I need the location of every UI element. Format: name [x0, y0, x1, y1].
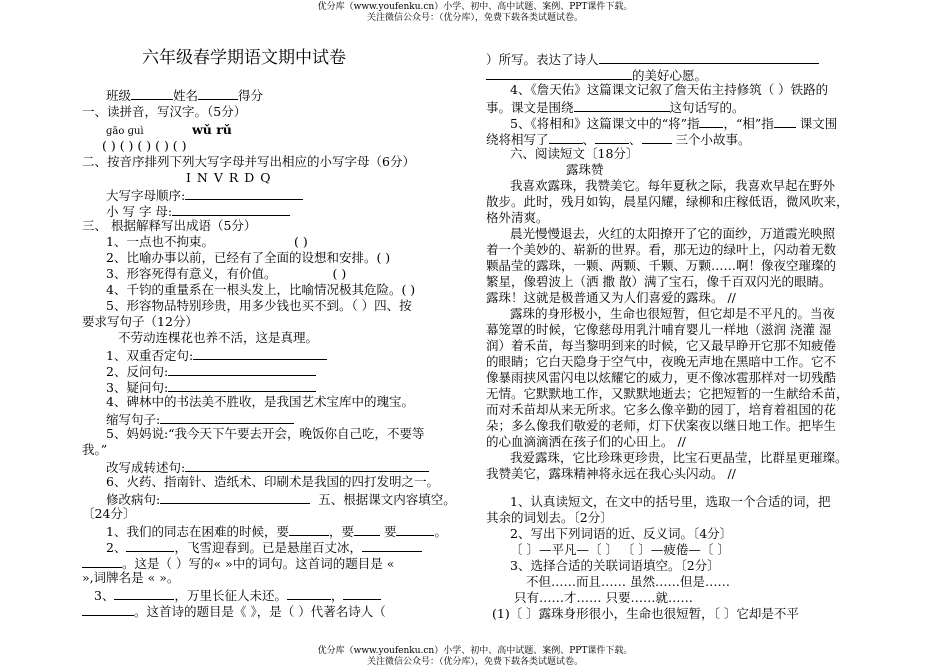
header-watermark: [0, 2, 950, 24]
p3-l2: 幕笼罩的时候，它像慈母用乳汁哺育婴儿一样地（滋润 浇灌 湿: [486, 322, 832, 337]
q3-options-2: 只有……才…… 只要……就……: [514, 590, 693, 605]
rewrite-q5-line2: 我。”: [82, 442, 108, 457]
q3-options-1: 不但……而且…… 虽然……但是……: [526, 574, 730, 589]
fill-line-4: »,词牌名是 « »。: [82, 570, 180, 585]
header-line-1: 优分库（www.youfenku.cn）小学、初中、高中试题、案例、PPT课件下载。: [317, 2, 633, 12]
rewrite-q5-answer: 改写成转述句:: [106, 458, 429, 476]
rewrite-q3: 3、疑问句:: [106, 378, 316, 396]
fill-line-3: 。这是（ ）写的« »中的词句。这首词的题目是 «: [82, 554, 394, 572]
rewrite-q4-answer: 缩写句子:: [106, 410, 294, 428]
answer-blank[interactable]: [168, 362, 316, 376]
p2-l3: 颗晶莹的露珠，一颗、两颗、千颗、万颗……啊！像夜空璀璨的: [486, 258, 837, 273]
answer-blank[interactable]: [185, 458, 429, 472]
answer-blank[interactable]: [595, 130, 629, 144]
p2-l5: 露珠！这就是极普通又为人们喜爱的露珠。 //: [486, 290, 736, 305]
answer-blank[interactable]: [160, 490, 310, 504]
answer-blank[interactable]: [574, 98, 670, 112]
r-line-2: 的美好心愿。: [486, 66, 707, 84]
q1-line1: 1、认真读短文，在文中的括号里，选取一个合适的词，把: [510, 494, 831, 509]
base-sentence: 不劳动连棵花也养不活，这是真理。: [118, 330, 319, 345]
section-1-heading: 一、读拼音，写汉字。（5分）: [82, 104, 247, 119]
answer-blank[interactable]: [642, 130, 672, 144]
answer-blank[interactable]: [193, 346, 327, 360]
q1-line2: 其余的词划去。〔2分〕: [486, 510, 613, 525]
p3-l7: 而对禾苗却从来无所求。它多么像辛勤的园丁，培育着祖国的花: [486, 402, 837, 417]
r-line-5: 5、《将相和》这篇课文中的“将”指 ，“相”指 课文围: [510, 116, 838, 131]
p1-l2: 散步。此时，残月如钩，晨星闪耀，绿柳和庄稼低语，微风吹来，: [486, 194, 849, 209]
student-info: 班级 姓名 得分: [106, 88, 264, 103]
answer-blank[interactable]: [160, 410, 294, 424]
rewrite-q5-line1: 5、妈妈说:“我今天下午要去开会，晚饭你自己吃，不要等: [106, 426, 425, 441]
answer-blank[interactable]: [82, 554, 122, 568]
answer-blank[interactable]: [599, 50, 819, 64]
q3-line: 3、选择合适的关联词语填空。〔2分〕: [510, 558, 720, 573]
footer-line-1: 优分库（www.youfenku.cn）小学、初中、高中试题、案例、PPT课件下载。: [317, 646, 633, 656]
fill-line-6: 。这首诗的题目是《 》，是（ ）代著名诗人（: [82, 602, 386, 620]
answer-blank[interactable]: [699, 114, 723, 128]
p3-l4: 的眼睛；它白天隐身于空气中，夜晚无声地在黑暗中工作。它不: [486, 354, 837, 369]
answer-blank[interactable]: [774, 114, 796, 128]
p3-l9: 的心血滴滴洒在孩子们的心田上。 //: [486, 434, 686, 449]
p4-l1: 我爱露珠，它比珍珠更珍贵，比宝石更晶莹，比群星更璀璨。: [510, 450, 848, 465]
rewrite-q6-answer: 修改病句: 五、根据课文内容填空。: [106, 492, 456, 507]
answer-blank[interactable]: [362, 538, 422, 552]
essay-title: 露珠赞: [566, 162, 604, 177]
lower-answer-blank[interactable]: [172, 202, 290, 216]
r-line-3: 4、《詹天佑》这篇课文记叙了詹天佑主持修筑（ ）铁路的: [510, 82, 829, 97]
rewrite-q2: 2、反问句:: [106, 362, 316, 380]
answer-blank[interactable]: [287, 586, 331, 600]
pinyin-answer-parens: ( ) ( ) ( ) ( ) ( ): [102, 138, 187, 153]
rewrite-q1: 1、双重否定句:: [106, 346, 327, 364]
answer-blank[interactable]: [126, 538, 174, 552]
p3-l5: 像暴雨挟风雷闪电以炫耀它的威力，更不像冰雹那样对一切残酷: [486, 370, 837, 385]
p3-l6: 无情。它默默地工作，又默默地逝去；它把短暂的一生献给禾苗，: [486, 386, 849, 401]
p1-l3: 格外清爽。: [486, 210, 549, 225]
pinyin-row: ɡāo ɡuì wǔ rǔ: [106, 122, 232, 137]
idiom-item-3: 3、形容死得有意义，有价值。 ( ): [106, 266, 347, 281]
upper-order-line: 大写字母顺序:: [106, 186, 303, 204]
idiom-item-1: 1、一点也不拘束。 ( ): [106, 234, 308, 249]
answer-blank[interactable]: [549, 130, 583, 144]
p2-l2: 着一个美妙的、崭新的世界。看，那无边的绿叶上，闪动着无数: [486, 242, 837, 257]
exam-title: 六年级春学期语文期中试卷: [142, 48, 346, 68]
answer-blank[interactable]: [486, 66, 632, 80]
p2-l4: 繁星，像碧波上（洒 撒 散）满了宝石，像千百双闪光的眼睛。: [486, 274, 832, 289]
p1-l1: 我喜欢露珠，我赞美它。每年夏秋之际，我喜欢早起在野外: [510, 178, 836, 193]
answer-blank[interactable]: [343, 586, 381, 600]
idiom-item-5: 5、形容物品特别珍贵，用多少钱也买不到。（ ）四、按: [106, 298, 412, 313]
p2-l1: 晨光慢慢退去，火红的太阳撩开了它的面纱，万道霞光映照: [510, 226, 836, 241]
p3-l3: 润）着禾苗，每当黎明到来的时候，它又最早睁开它那不知疲倦: [486, 338, 837, 353]
section-4-heading: 要求写句子（12分）: [82, 314, 198, 329]
q2-blanks: 〔 〕—平凡—〔 〕 〔 〕—疲倦—〔 〕: [510, 542, 730, 557]
rewrite-q6: 6、火药、指南针、造纸术、印刷术是我国的四打发明之一。: [106, 474, 439, 489]
r-line-4: 事。课文是围绕 这句话写的。: [486, 100, 745, 115]
idiom-item-2: 2、比喻办事以前，已经有了全面的设想和安排。( ): [106, 250, 391, 265]
idiom-item-4: 4、千钧的重量系在一根头发上，比喻情况极其危险。( ): [106, 282, 416, 297]
capital-letters: I N V R D Q: [186, 170, 272, 185]
r-line-6: 绕将相写了 、 、 三个小故事。: [486, 132, 751, 147]
answer-blank[interactable]: [289, 522, 329, 536]
section-5-score: 〔24分〕: [82, 506, 136, 521]
footer-line-2: 关注微信公众号：（优分库），免费下载各类试题试卷。: [366, 657, 583, 667]
fill-line-5: 3、 ，万里长征人未还。 ，: [94, 586, 381, 604]
header-line-2: 关注微信公众号：（优分库），免费下载各类试题试卷。: [366, 13, 583, 23]
section-3-heading: 三、 根据解释写出成语（5分）: [82, 218, 257, 233]
r-line-1: ）所写。表达了诗人: [486, 50, 819, 68]
q2-line: 2、写出下列词语的近、反义词。〔4分〕: [510, 526, 733, 541]
answer-blank[interactable]: [82, 602, 134, 616]
p3-l1: 露珠的身形极小，生命也很短暂，但它却是不平凡的。当夜: [510, 306, 836, 321]
p4-l2: 我赞美它，露珠精神将永远在我心头闪动。 //: [486, 466, 736, 481]
lower-letters-line: 小 写 字 母:: [106, 202, 290, 220]
fill-line-1: 1、我们的同志在困难的时候，要 ，要 要 。: [106, 524, 447, 539]
footer-watermark: [0, 646, 950, 668]
answer-blank[interactable]: [354, 522, 380, 536]
q3-item-1: (1)〔 〕露珠身形很小，生命也很短暂，〔 〕它却是不平: [492, 606, 799, 621]
section-6-heading: 六、阅读短文〔18分〕: [510, 146, 639, 161]
answer-blank[interactable]: [168, 378, 316, 392]
p3-l8: 朵；多么像我们敬爱的老师，灯下伏案夜以继日地工作。把毕生: [486, 418, 837, 433]
answer-blank[interactable]: [114, 586, 174, 600]
rewrite-q4: 4、碑林中的书法美不胜收，是我国艺术宝库中的瑰宝。: [106, 394, 414, 409]
answer-blank[interactable]: [396, 522, 434, 536]
fill-line-2: 2、 ，飞雪迎春到。已是悬崖百丈冰，: [106, 538, 422, 556]
section-2-heading: 二、按音序排列下列大写字母并写出相应的小写字母（6分）: [82, 154, 415, 169]
upper-answer-blank[interactable]: [185, 186, 303, 200]
